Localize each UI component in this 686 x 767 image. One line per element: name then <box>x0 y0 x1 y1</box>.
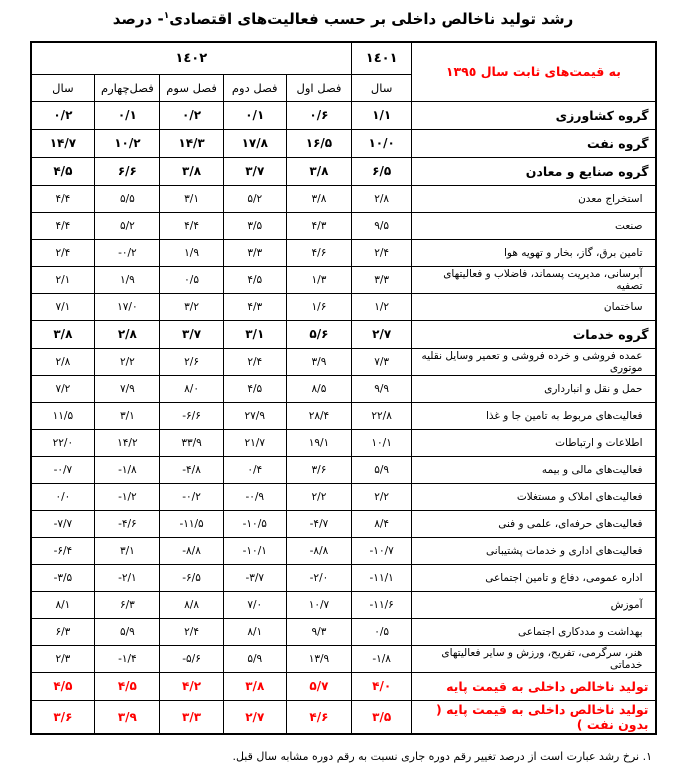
value-cell: ۱/۲ <box>352 293 412 320</box>
value-cell: ۳/۸ <box>286 185 351 212</box>
value-cell: ۳/۱ <box>95 402 160 429</box>
col-header-year-1402: سال <box>31 74 95 101</box>
row-label: فعالیت‌های مالی و بیمه <box>412 456 656 483</box>
value-cell: ۵/۹ <box>352 456 412 483</box>
value-cell: ۱۹/۱ <box>286 429 351 456</box>
value-cell: ۳/۹ <box>95 700 160 734</box>
table-row <box>31 266 656 293</box>
value-cell: ۴/۴ <box>160 212 223 239</box>
value-cell: -۲/۱ <box>95 564 160 591</box>
value-cell: ۲/۶ <box>160 348 223 375</box>
value-cell: -۱/۸ <box>352 645 412 672</box>
row-label: اداره عمومی، دفاع و تامین اجتماعی <box>412 564 656 591</box>
value-cell: -۰/۷ <box>31 456 95 483</box>
value-cell: ۵/۹ <box>95 618 160 645</box>
row-label: فعالیت‌های حرفه‌ای، علمی و فنی <box>412 510 656 537</box>
value-cell: ۶/۳ <box>31 618 95 645</box>
row-label: اطلاعات و ارتباطات <box>412 429 656 456</box>
value-cell: ۳/۲ <box>160 293 223 320</box>
value-cell: ۳/۳ <box>160 700 223 734</box>
corner-label: به قیمت‌های ثابت سال ١٣٩٥ <box>412 42 656 101</box>
value-cell: ۳/۷ <box>160 320 223 348</box>
table-header <box>31 42 656 101</box>
value-cell: ۱۰/۷ <box>286 591 351 618</box>
table-row <box>31 456 656 483</box>
value-cell: ۳۳/۹ <box>160 429 223 456</box>
value-cell: ۳/۳ <box>223 239 286 266</box>
value-cell: -۰/۹ <box>223 483 286 510</box>
value-cell: ۸/۴ <box>352 510 412 537</box>
value-cell: ۱/۹ <box>95 266 160 293</box>
value-cell: ۹/۹ <box>352 375 412 402</box>
value-cell: -۶/۴ <box>31 537 95 564</box>
value-cell: ۲/۴ <box>352 239 412 266</box>
table-row <box>31 239 656 266</box>
row-label: ساختمان <box>412 293 656 320</box>
value-cell: ۳/۱ <box>95 537 160 564</box>
value-cell: ۱۴/۳ <box>160 129 223 157</box>
col-header-q2: فصل دوم <box>223 74 286 101</box>
value-cell: ۴/۶ <box>286 239 351 266</box>
col-header-q4: فصل‌چهارم <box>95 74 160 101</box>
table-row <box>31 348 656 375</box>
table-row <box>31 129 656 157</box>
value-cell: ۴/۴ <box>31 212 95 239</box>
value-cell: ۴/۲ <box>160 672 223 700</box>
value-cell: -۴/۸ <box>160 456 223 483</box>
row-label: بهداشت و مددکاری اجتماعی <box>412 618 656 645</box>
value-cell: ۵/۷ <box>286 672 351 700</box>
table-row <box>31 564 656 591</box>
value-cell: -۱۱/۵ <box>160 510 223 537</box>
table-row <box>31 483 656 510</box>
value-cell: ۲/۱ <box>31 266 95 293</box>
value-cell: -۴/۷ <box>286 510 351 537</box>
value-cell: ۱/۳ <box>286 266 351 293</box>
value-cell: -۸/۸ <box>286 537 351 564</box>
value-cell: ۱۰/۰ <box>352 129 412 157</box>
value-cell: ۵/۹ <box>223 645 286 672</box>
value-cell: ۴/۳ <box>286 212 351 239</box>
table-row <box>31 700 656 734</box>
value-cell: ۱۶/۵ <box>286 129 351 157</box>
value-cell: ۳/۵ <box>223 212 286 239</box>
value-cell: ۴/۵ <box>223 266 286 293</box>
row-label: گروه کشاورزی <box>412 101 656 129</box>
row-label: فعالیت‌های املاک و مستغلات <box>412 483 656 510</box>
value-cell: ۵/۲ <box>223 185 286 212</box>
value-cell: -۰/۲ <box>95 239 160 266</box>
value-cell: ۹/۵ <box>352 212 412 239</box>
row-label: استخراج معدن <box>412 185 656 212</box>
row-label: فعالیت‌های مربوط به تامین جا و غذا <box>412 402 656 429</box>
row-label: فعالیت‌های اداری و خدمات پشتیبانی <box>412 537 656 564</box>
value-cell: -۷/۷ <box>31 510 95 537</box>
value-cell: -۱/۸ <box>95 456 160 483</box>
value-cell: -۱۰/۵ <box>223 510 286 537</box>
value-cell: ۳/۷ <box>223 157 286 185</box>
value-cell: -۱/۴ <box>95 645 160 672</box>
header-row-years <box>31 42 656 74</box>
value-cell: ۲۱/۷ <box>223 429 286 456</box>
gdp-growth-table <box>30 41 657 735</box>
value-cell: -۱/۲ <box>95 483 160 510</box>
value-cell: -۳/۷ <box>223 564 286 591</box>
row-label: گروه نفت <box>412 129 656 157</box>
value-cell: ۴/۰ <box>352 672 412 700</box>
value-cell: ۸/۸ <box>160 591 223 618</box>
value-cell: ۷/۰ <box>223 591 286 618</box>
value-cell: ۲/۷ <box>352 320 412 348</box>
row-label: گروه صنایع و معادن <box>412 157 656 185</box>
value-cell: ۲/۸ <box>95 320 160 348</box>
table-row <box>31 157 656 185</box>
value-cell: ۳/۸ <box>160 157 223 185</box>
value-cell: ۶/۵ <box>352 157 412 185</box>
table-row <box>31 293 656 320</box>
value-cell: ۶/۳ <box>95 591 160 618</box>
table-row <box>31 212 656 239</box>
value-cell: ۴/۳ <box>223 293 286 320</box>
year-1402-header: ١٤٠٢ <box>31 42 352 74</box>
table-row <box>31 320 656 348</box>
value-cell: -۱۰/۱ <box>223 537 286 564</box>
value-cell: ۲۷/۹ <box>223 402 286 429</box>
value-cell: ۱/۱ <box>352 101 412 129</box>
page-title-footnote-marker: ۱ <box>163 11 170 21</box>
table-row <box>31 645 656 672</box>
value-cell: ۴/۵ <box>95 672 160 700</box>
table-body <box>31 101 656 734</box>
row-label: هنر، سرگرمی، تفریح، ورزش و سایر فعالیتهای خدماتی <box>412 645 656 672</box>
table-row <box>31 591 656 618</box>
value-cell: -۱۱/۱ <box>352 564 412 591</box>
value-cell: ۹/۳ <box>286 618 351 645</box>
value-cell: ۰/۲ <box>31 101 95 129</box>
col-header-q3: فصل سوم <box>160 74 223 101</box>
value-cell: ۴/۵ <box>31 672 95 700</box>
value-cell: ۰/۴ <box>223 456 286 483</box>
page-title <box>0 10 686 28</box>
table-row <box>31 672 656 700</box>
value-cell: ۷/۳ <box>352 348 412 375</box>
value-cell: ۲/۲ <box>352 483 412 510</box>
value-cell: -۴/۶ <box>95 510 160 537</box>
row-label: آبرسانی، مدیریت پسماند، فاضلاب و فعالیتهای تصفیه <box>412 266 656 293</box>
value-cell: -۸/۸ <box>160 537 223 564</box>
value-cell: ۲/۴ <box>160 618 223 645</box>
value-cell: ۱۷/۸ <box>223 129 286 157</box>
page-title-suffix: - درصد <box>112 10 164 28</box>
col-header-year-1401: سال <box>352 74 412 101</box>
table-row <box>31 375 656 402</box>
value-cell: -۶/۵ <box>160 564 223 591</box>
value-cell: ۴/۵ <box>31 157 95 185</box>
value-cell: ۳/۱ <box>223 320 286 348</box>
value-cell: ۰/۵ <box>352 618 412 645</box>
row-label: حمل و نقل و انبارداری <box>412 375 656 402</box>
value-cell: ۳/۵ <box>352 700 412 734</box>
value-cell: ۳/۸ <box>223 672 286 700</box>
value-cell: ۵/۵ <box>95 185 160 212</box>
value-cell: ۸/۱ <box>31 591 95 618</box>
value-cell: ۳/۹ <box>286 348 351 375</box>
value-cell: ۱۴/۲ <box>95 429 160 456</box>
value-cell: -۰/۲ <box>160 483 223 510</box>
value-cell: ۲۲/۰ <box>31 429 95 456</box>
table-row <box>31 429 656 456</box>
col-header-q1: فصل اول <box>286 74 351 101</box>
value-cell: -۱۰/۷ <box>352 537 412 564</box>
value-cell: ۷/۹ <box>95 375 160 402</box>
value-cell: ۴/۶ <box>286 700 351 734</box>
value-cell: ۲/۸ <box>352 185 412 212</box>
document-page <box>0 10 686 763</box>
value-cell: ۱۳/۹ <box>286 645 351 672</box>
value-cell: ۱۷/۰ <box>95 293 160 320</box>
row-label: تولید ناخالص داخلی به قیمت پایه <box>412 672 656 700</box>
value-cell: -۲/۰ <box>286 564 351 591</box>
table-row <box>31 185 656 212</box>
value-cell: ۳/۱ <box>160 185 223 212</box>
value-cell: ۲/۲ <box>95 348 160 375</box>
value-cell: ۲۸/۴ <box>286 402 351 429</box>
value-cell: ۳/۳ <box>352 266 412 293</box>
value-cell: ۳/۸ <box>31 320 95 348</box>
row-label: عمده فروشی و خرده فروشی و تعمیر وسایل نقلیه موتوری <box>412 348 656 375</box>
value-cell: ۲/۴ <box>223 348 286 375</box>
value-cell: ۷/۲ <box>31 375 95 402</box>
value-cell: ۳/۶ <box>31 700 95 734</box>
value-cell: ۱/۶ <box>286 293 351 320</box>
row-label: تامین برق، گاز، بخار و تهویه هوا <box>412 239 656 266</box>
value-cell: -۶/۶ <box>160 402 223 429</box>
table-row <box>31 402 656 429</box>
year-1401-header: ١٤٠١ <box>352 42 412 74</box>
value-cell: ۰/۱ <box>223 101 286 129</box>
value-cell: ۰/۵ <box>160 266 223 293</box>
value-cell: ۱۱/۵ <box>31 402 95 429</box>
value-cell: -۵/۶ <box>160 645 223 672</box>
value-cell: ۲/۴ <box>31 239 95 266</box>
value-cell: ۲/۸ <box>31 348 95 375</box>
value-cell: ۲۲/۸ <box>352 402 412 429</box>
row-label: تولید ناخالص داخلی به قیمت پایه ( بدون نفت ) <box>412 700 656 734</box>
value-cell: ۵/۶ <box>286 320 351 348</box>
value-cell: ۱۴/۷ <box>31 129 95 157</box>
row-label: صنعت <box>412 212 656 239</box>
table-row <box>31 537 656 564</box>
value-cell: ۰/۶ <box>286 101 351 129</box>
table-row <box>31 510 656 537</box>
page-title-main: رشد تولید ناخالص داخلی بر حسب فعالیت‌های اقتصادی <box>169 10 574 28</box>
value-cell: ۳/۶ <box>286 456 351 483</box>
value-cell: ۲/۲ <box>286 483 351 510</box>
value-cell: ۰/۲ <box>160 101 223 129</box>
value-cell: ۸/۵ <box>286 375 351 402</box>
row-label: گروه خدمات <box>412 320 656 348</box>
value-cell: ۱۰/۲ <box>95 129 160 157</box>
value-cell: ۸/۰ <box>160 375 223 402</box>
value-cell: ۴/۵ <box>223 375 286 402</box>
value-cell: ۵/۲ <box>95 212 160 239</box>
value-cell: ۰/۱ <box>95 101 160 129</box>
value-cell: -۳/۵ <box>31 564 95 591</box>
table-row <box>31 101 656 129</box>
value-cell: ۲/۷ <box>223 700 286 734</box>
value-cell: -۱۱/۶ <box>352 591 412 618</box>
value-cell: ۷/۱ <box>31 293 95 320</box>
table-row <box>31 618 656 645</box>
value-cell: ۳/۸ <box>286 157 351 185</box>
value-cell: ۲/۳ <box>31 645 95 672</box>
value-cell: ۴/۴ <box>31 185 95 212</box>
value-cell: ۱۰/۱ <box>352 429 412 456</box>
value-cell: ۰/۰ <box>31 483 95 510</box>
value-cell: ۸/۱ <box>223 618 286 645</box>
value-cell: ۶/۶ <box>95 157 160 185</box>
value-cell: ۱/۹ <box>160 239 223 266</box>
footnote: ۱. نرخ رشد عبارت است از درصد تغییر رقم دوره جاری نسبت به رقم دوره مشابه سال قبل. <box>232 749 652 763</box>
row-label: آموزش <box>412 591 656 618</box>
